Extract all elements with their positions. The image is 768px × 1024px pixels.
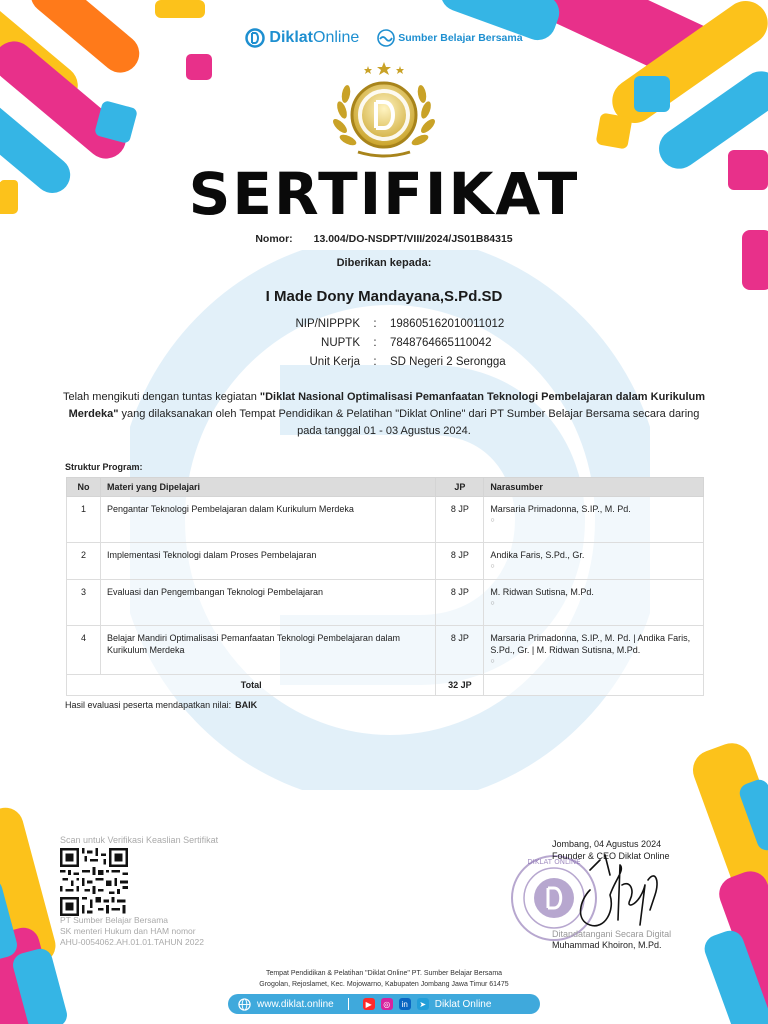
- gold-emblem-icon: [328, 60, 440, 162]
- bullet-icon: ○: [490, 658, 495, 665]
- table-row: [67, 580, 704, 626]
- instagram-icon[interactable]: ◎: [381, 998, 393, 1010]
- info-separator: :: [373, 336, 377, 349]
- header-no: No: [67, 478, 101, 497]
- company-line: SK menteri Hukum dan HAM nomor: [60, 926, 196, 936]
- narasumber-text: Andika Faris, S.Pd., Gr.: [490, 550, 585, 560]
- table-row: [67, 543, 704, 580]
- stamp-text: DIKLAT ONLINE: [527, 858, 581, 866]
- info-row: [262, 314, 630, 333]
- header-jp: JP: [436, 478, 484, 497]
- footer-address: [0, 968, 768, 990]
- description-post: yang dilaksanakan oleh Tempat Pendidikan & Pelatihan "Diklat Online" dari PT Sumber Belajar Bersama secara daring pada tanggal 01 - 03 Agustus 2024.: [118, 408, 700, 437]
- recipient-name: I Made Dony Mandayana,S.Pd.SD: [265, 288, 503, 305]
- qr-code[interactable]: [60, 848, 128, 916]
- address-line: Tempat Pendidikan & Pelatihan "Diklat Online" PT. Sumber Belajar Bersama: [265, 970, 503, 977]
- sign-place-date: Jombang, 04 Agustus 2024: [552, 839, 662, 849]
- table-header-row: [67, 478, 704, 497]
- linkedin-icon[interactable]: in: [399, 998, 411, 1010]
- brand-logo: [245, 28, 359, 48]
- diklat-logo-icon: [245, 28, 265, 48]
- info-label: NIP/NIPPPK: [295, 317, 360, 330]
- number-label: Nomor:: [255, 233, 293, 245]
- bullet-icon: ○: [490, 563, 495, 570]
- cell-narasumber: [484, 497, 704, 543]
- cell-materi: Belajar Mandiri Optimalisasi Pemanfaatan Teknologi Pembelajaran dalam Kurikulum Merdeka: [100, 626, 435, 675]
- scan-label: Scan untuk Verifikasi Keaslian Sertifikat: [60, 835, 219, 845]
- info-label: Unit Kerja: [309, 355, 360, 368]
- info-label: NUPTK: [321, 336, 360, 349]
- evaluation-value: BAIK: [235, 700, 258, 710]
- total-empty-cell: [484, 675, 704, 696]
- brand-name: Diklat: [269, 29, 313, 46]
- evaluation-label: Hasil evaluasi peserta mendapatkan nilai:: [65, 700, 232, 710]
- table-row: [67, 497, 704, 543]
- program-table: [66, 477, 704, 696]
- info-row: [262, 333, 630, 352]
- certificate-title: SERTIFIKAT: [188, 160, 580, 228]
- bullet-icon: ○: [490, 600, 495, 607]
- program-structure-label: Struktur Program:: [65, 462, 143, 472]
- header-narasumber: Narasumber: [484, 478, 704, 497]
- cell-no: 3: [67, 580, 101, 626]
- activity-description: [62, 389, 706, 440]
- evaluation-result: [65, 700, 257, 710]
- partner-name: Sumber Belajar Bersama: [398, 32, 523, 44]
- narasumber-text: Marsaria Primadonna, S.IP., M. Pd. | Andika Faris, S.Pd., Gr. | M. Ridwan Sutisna, M.Pd.: [490, 633, 691, 655]
- number-value: 13.004/DO-NSDPT/VIII/2024/JS01B84315: [313, 233, 513, 245]
- company-line: AHU-0054062.AH.01.01.TAHUN 2022: [60, 937, 204, 947]
- globe-icon: [238, 998, 251, 1011]
- cell-materi: Implementasi Teknologi dalam Proses Pembelajaran: [100, 543, 435, 580]
- sign-role: Founder & CEO Diklat Online: [552, 851, 670, 861]
- cell-narasumber: [484, 543, 704, 580]
- cell-no: 4: [67, 626, 101, 675]
- description-pre: Telah mengikuti dengan tuntas kegiatan: [62, 391, 260, 403]
- wave-logo-icon: [377, 29, 395, 47]
- signer-name: Muhammad Khoiron, M.Pd.: [552, 940, 662, 950]
- info-value: 7848764665110042: [390, 336, 492, 349]
- header: [0, 28, 768, 48]
- info-value: 198605162010011012: [390, 317, 505, 330]
- partner-logo: [377, 29, 522, 47]
- bullet-icon: ○: [490, 517, 495, 524]
- cell-jp: 8 JP: [436, 626, 484, 675]
- cell-narasumber: [484, 580, 704, 626]
- cell-narasumber: [484, 626, 704, 675]
- youtube-icon[interactable]: ▶: [363, 998, 375, 1010]
- cell-materi: Pengantar Teknologi Pembelajaran dalam Kurikulum Merdeka: [100, 497, 435, 543]
- footer-divider: [348, 998, 349, 1010]
- cell-no: 1: [67, 497, 101, 543]
- header-materi: Materi yang Dipelajari: [100, 478, 435, 497]
- handwritten-signature: [560, 840, 670, 940]
- certificate-number: [0, 233, 768, 245]
- address-line: Grogolan, Rejoslamet, Kec. Mojowarno, Kabupaten Jombang Jawa Timur 61475: [259, 981, 509, 988]
- cell-no: 2: [67, 543, 101, 580]
- company-line: PT Sumber Belajar Bersama: [60, 915, 169, 925]
- cell-materi: Evaluasi dan Pengembangan Teknologi Pembelajaran: [100, 580, 435, 626]
- signed-digitally-label: Ditandatangani Secara Digital: [552, 929, 672, 939]
- company-info: [60, 915, 204, 948]
- info-separator: :: [373, 355, 377, 368]
- cell-jp: 8 JP: [436, 497, 484, 543]
- telegram-icon[interactable]: ➤: [417, 998, 429, 1010]
- social-handle[interactable]: Diklat Online: [434, 998, 492, 1010]
- footer-bar: [228, 994, 540, 1014]
- awarded-to-label: Diberikan kepada:: [336, 257, 432, 269]
- total-label: Total: [67, 675, 436, 696]
- brand-suffix: Online: [313, 29, 360, 46]
- info-row: [262, 352, 630, 371]
- narasumber-text: M. Ridwan Sutisna, M.Pd.: [490, 587, 594, 597]
- total-value: 32 JP: [436, 675, 484, 696]
- info-value: SD Negeri 2 Serongga: [390, 355, 506, 368]
- cell-jp: 8 JP: [436, 580, 484, 626]
- cell-jp: 8 JP: [436, 543, 484, 580]
- table-row: [67, 626, 704, 675]
- activity-name: "Diklat Nasional Optimalisasi Pemanfaatan Teknologi Pembelajaran dalam Kurikulum Merdeka": [68, 391, 706, 420]
- recipient-info: [262, 314, 630, 371]
- narasumber-text: Marsaria Primadonna, S.IP., M. Pd.: [490, 504, 631, 514]
- website-link[interactable]: www.diklat.online: [257, 998, 334, 1010]
- info-separator: :: [373, 317, 377, 330]
- table-total-row: [67, 675, 704, 696]
